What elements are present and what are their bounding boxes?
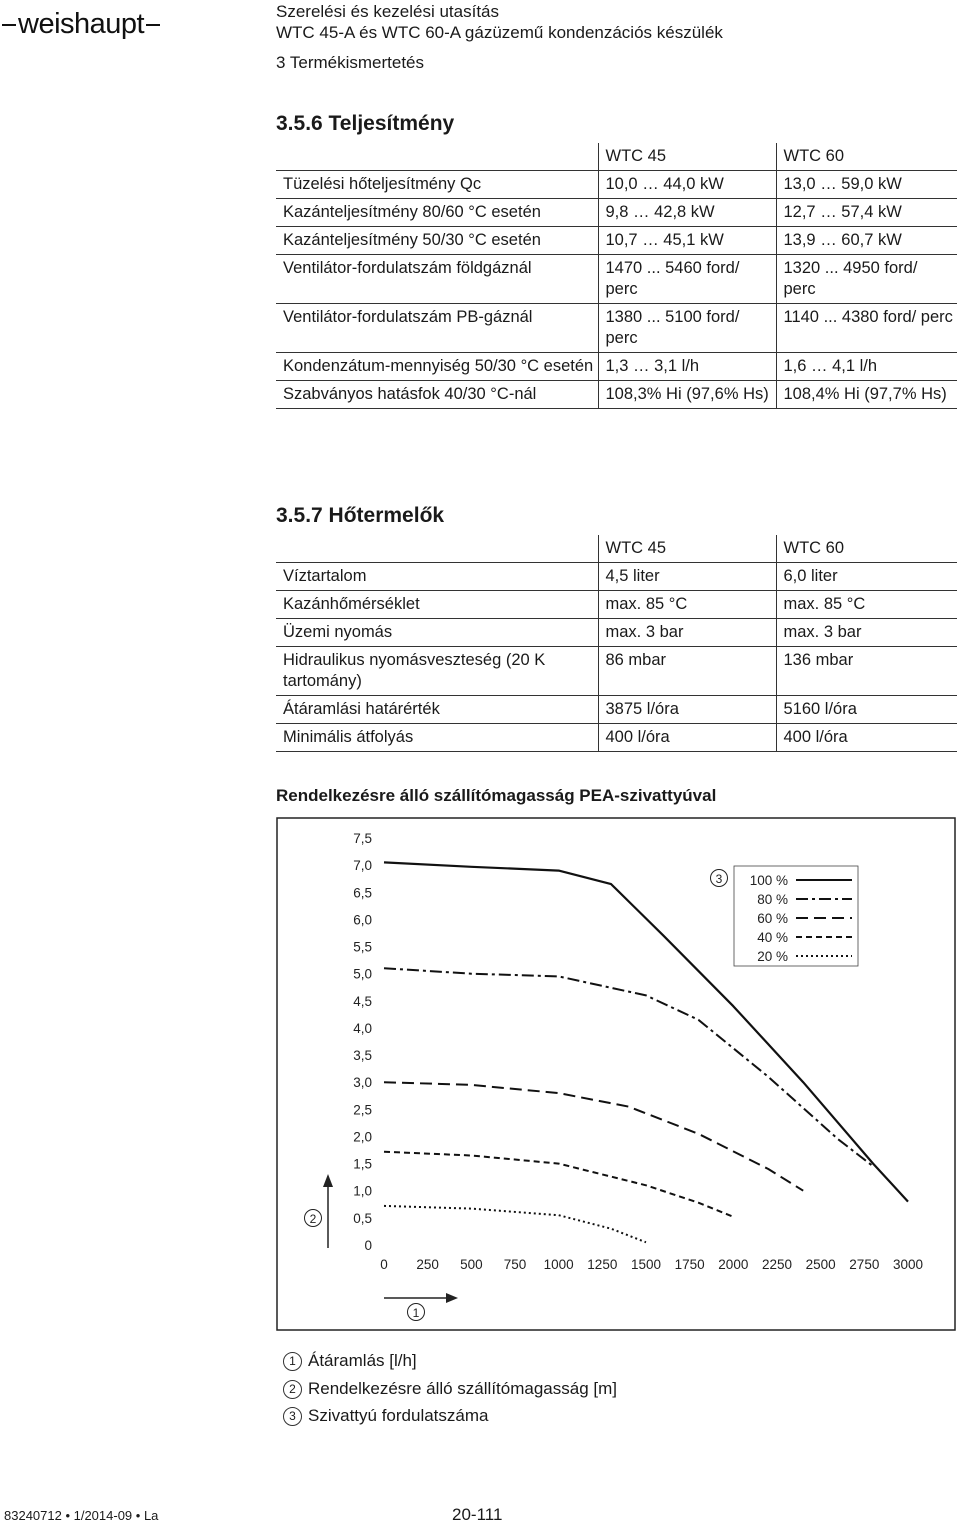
row-label: Tüzelési hőteljesítmény Qc — [276, 171, 598, 199]
y-tick-label: 7,0 — [353, 858, 372, 874]
x-tick-label: 2250 — [761, 1257, 793, 1272]
legend-note: 2 Rendelkezésre álló szállítómagasság [m] — [283, 1379, 617, 1399]
legend-entry-label: 100 % — [749, 873, 788, 888]
doc-code: 83240712 • 1/2014-09 • La — [4, 1508, 159, 1523]
x-tick-label: 500 — [460, 1257, 483, 1272]
row-value: 1,3 … 3,1 l/h — [598, 353, 776, 381]
row-value: max. 85 °C — [598, 591, 776, 619]
row-value: 136 mbar — [776, 647, 957, 696]
row-label: Átáramlási határérték — [276, 696, 598, 724]
series-line-20pct — [384, 1206, 646, 1242]
row-value: 13,0 … 59,0 kW — [776, 171, 957, 199]
row-label: Minimális átfolyás — [276, 724, 598, 752]
chapter-title: 3 Termékismertetés — [276, 53, 425, 72]
row-label: Üzemi nyomás — [276, 619, 598, 647]
table-row — [276, 304, 957, 353]
row-value: 5160 l/óra — [776, 696, 957, 724]
row-value: 3875 l/óra — [598, 696, 776, 724]
row-value: 108,4% Hi (97,7% Hs) — [776, 381, 957, 409]
y-tick-label: 0,5 — [353, 1210, 372, 1226]
x-tick-label: 2000 — [718, 1257, 749, 1272]
y-tick-label: 7,5 — [353, 831, 372, 846]
row-value: 12,7 … 57,4 kW — [776, 199, 957, 227]
table-row — [276, 199, 957, 227]
y-tick-label: 4,5 — [353, 993, 372, 1009]
series-line-60pct — [384, 1082, 803, 1191]
row-value: 4,5 liter — [598, 563, 776, 591]
row-value: 86 mbar — [598, 647, 776, 696]
table-row — [276, 353, 957, 381]
table-row — [276, 724, 957, 752]
x-tick-label: 2750 — [849, 1257, 880, 1272]
column-header: WTC 60 — [776, 535, 957, 563]
row-label: Ventilátor-fordulatszám PB-gáznál — [276, 304, 598, 353]
y-tick-label: 0 — [364, 1238, 372, 1253]
row-value: 400 l/óra — [776, 724, 957, 752]
legend-note: 3 Szivattyú fordulatszáma — [283, 1406, 488, 1426]
doc-title: Szerelési és kezelési utasítás — [276, 2, 499, 21]
x-tick-label: 0 — [380, 1257, 388, 1272]
y-tick-label: 2,5 — [353, 1102, 372, 1118]
y-tick-label: 6,0 — [353, 912, 372, 928]
column-header: WTC 45 — [598, 535, 776, 563]
row-label: Kazánteljesítmény 80/60 °C esetén — [276, 199, 598, 227]
row-value: 1,6 … 4,1 l/h — [776, 353, 957, 381]
y-tick-label: 1,0 — [353, 1183, 372, 1199]
y-tick-label: 3,5 — [353, 1048, 372, 1064]
column-header: WTC 45 — [598, 143, 776, 171]
table-row — [276, 227, 957, 255]
row-label: Víztartalom — [276, 563, 598, 591]
row-value: 13,9 … 60,7 kW — [776, 227, 957, 255]
row-label: Hidraulikus nyomásveszteség (20 K tartomány) — [276, 647, 598, 696]
series-line-40pct — [384, 1152, 733, 1217]
table-header-row — [276, 535, 957, 563]
column-header: WTC 60 — [776, 143, 957, 171]
row-value: 400 l/óra — [598, 724, 776, 752]
page-number: 20-111 — [452, 1505, 503, 1524]
table-row — [276, 647, 957, 696]
section-title-performance: 3.5.6 Teljesítmény — [276, 112, 455, 135]
row-label: Kazánteljesítmény 50/30 °C esetén — [276, 227, 598, 255]
row-value: max. 3 bar — [776, 619, 957, 647]
y-tick-label: 6,5 — [353, 885, 372, 901]
y-tick-label: 4,0 — [353, 1020, 372, 1036]
x-tick-label: 1500 — [630, 1257, 662, 1272]
row-label: Szabványos hatásfok 40/30 °C-nál — [276, 381, 598, 409]
row-label: Kazánhőmérséklet — [276, 591, 598, 619]
x-tick-label: 2500 — [805, 1257, 836, 1272]
table-row — [276, 619, 957, 647]
row-value: 6,0 liter — [776, 563, 957, 591]
section-title-heat-generators: 3.5.7 Hőtermelők — [276, 504, 445, 527]
legend-entry-label: 80 % — [757, 892, 788, 907]
x-tick-label: 1750 — [674, 1257, 705, 1272]
doc-subtitle: WTC 45-A és WTC 60-A gázüzemű kondenzációs készülék — [276, 23, 723, 42]
row-value: 1140 ... 4380 ford/ perc — [776, 304, 957, 353]
row-value: 1380 ... 5100 ford/ perc — [598, 304, 776, 353]
legend-marker-label: 3 — [715, 872, 723, 886]
y-axis-arrowhead — [323, 1174, 333, 1187]
x-tick-label: 3000 — [892, 1257, 924, 1272]
weishaupt-logo: weishaupt — [0, 8, 162, 41]
legend-note: 1 Átáramlás [l/h] — [283, 1351, 417, 1371]
y-tick-label: 5,5 — [353, 939, 372, 955]
x-tick-label: 1000 — [543, 1257, 574, 1272]
row-value: max. 3 bar — [598, 619, 776, 647]
performance-table — [276, 143, 957, 409]
y-tick-label: 1,5 — [353, 1156, 372, 1172]
row-value: 1320 ... 4950 ford/ perc — [776, 255, 957, 304]
row-value: 1470 ... 5460 ford/ perc — [598, 255, 776, 304]
table-row — [276, 563, 957, 591]
chart-title: Rendelkezésre álló szállítómagasság PEA-szivattyúval — [276, 786, 717, 805]
table-row — [276, 255, 957, 304]
y-axis-marker-label: 2 — [309, 1212, 317, 1226]
y-tick-label: 2,0 — [353, 1129, 372, 1145]
row-value: 10,0 … 44,0 kW — [598, 171, 776, 199]
x-axis-marker-label: 1 — [412, 1306, 420, 1320]
series-line-80pct — [384, 968, 873, 1166]
x-axis-arrowhead — [446, 1293, 458, 1303]
legend-entry-label: 60 % — [757, 911, 788, 926]
row-value: max. 85 °C — [776, 591, 957, 619]
y-tick-label: 3,0 — [353, 1075, 372, 1091]
row-value: 108,3% Hi (97,6% Hs) — [598, 381, 776, 409]
legend-entry-label: 20 % — [757, 949, 788, 964]
table-row — [276, 171, 957, 199]
pump-head-chart — [276, 816, 956, 1336]
x-tick-label: 250 — [416, 1257, 439, 1272]
table-row — [276, 591, 957, 619]
x-tick-label: 1250 — [587, 1257, 618, 1272]
legend-entry-label: 40 % — [757, 930, 788, 945]
x-tick-label: 750 — [503, 1257, 527, 1272]
row-label: Kondenzátum-mennyiség 50/30 °C esetén — [276, 353, 598, 381]
table-row — [276, 381, 957, 409]
y-tick-label: 5,0 — [353, 966, 372, 982]
row-label: Ventilátor-fordulatszám földgáznál — [276, 255, 598, 304]
table-header-row — [276, 143, 957, 171]
row-value: 9,8 … 42,8 kW — [598, 199, 776, 227]
table-row — [276, 696, 957, 724]
row-value: 10,7 … 45,1 kW — [598, 227, 776, 255]
heat-generator-table — [276, 535, 957, 752]
